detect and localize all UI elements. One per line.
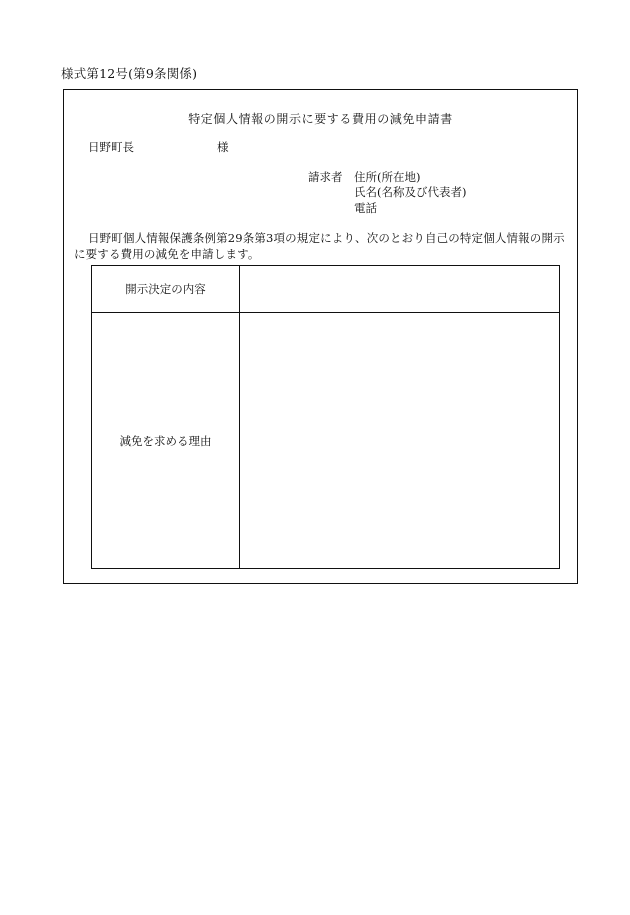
requester-address-label: 住所(所在地) <box>354 170 421 184</box>
reduction-reason-label: 減免を求める理由 <box>92 313 240 569</box>
addressee-name: 日野町長 <box>88 140 134 154</box>
table-row-disclosure <box>92 266 560 313</box>
requester-label: 請求者 <box>308 170 343 184</box>
requester-name-label: 氏名(名称及び代表者) <box>354 185 467 199</box>
reduction-reason-field[interactable] <box>240 313 560 569</box>
detail-table <box>91 265 560 569</box>
addressee-honorific: 様 <box>217 140 229 154</box>
request-statement: 日野町個人情報保護条例第29条第3項の規定により、次のとおり自己の特定個人情報の開示に要する費用の減免を申請します。 <box>74 231 565 261</box>
form-title: 特定個人情報の開示に要する費用の減免申請書 <box>188 112 453 126</box>
form-frame <box>63 89 578 584</box>
disclosure-decision-field[interactable] <box>240 266 560 313</box>
requester-phone-label: 電話 <box>354 201 377 215</box>
table-row-reason <box>92 313 560 569</box>
disclosure-decision-label: 開示決定の内容 <box>92 266 240 313</box>
form-number: 様式第12号(第9条関係) <box>61 66 198 81</box>
